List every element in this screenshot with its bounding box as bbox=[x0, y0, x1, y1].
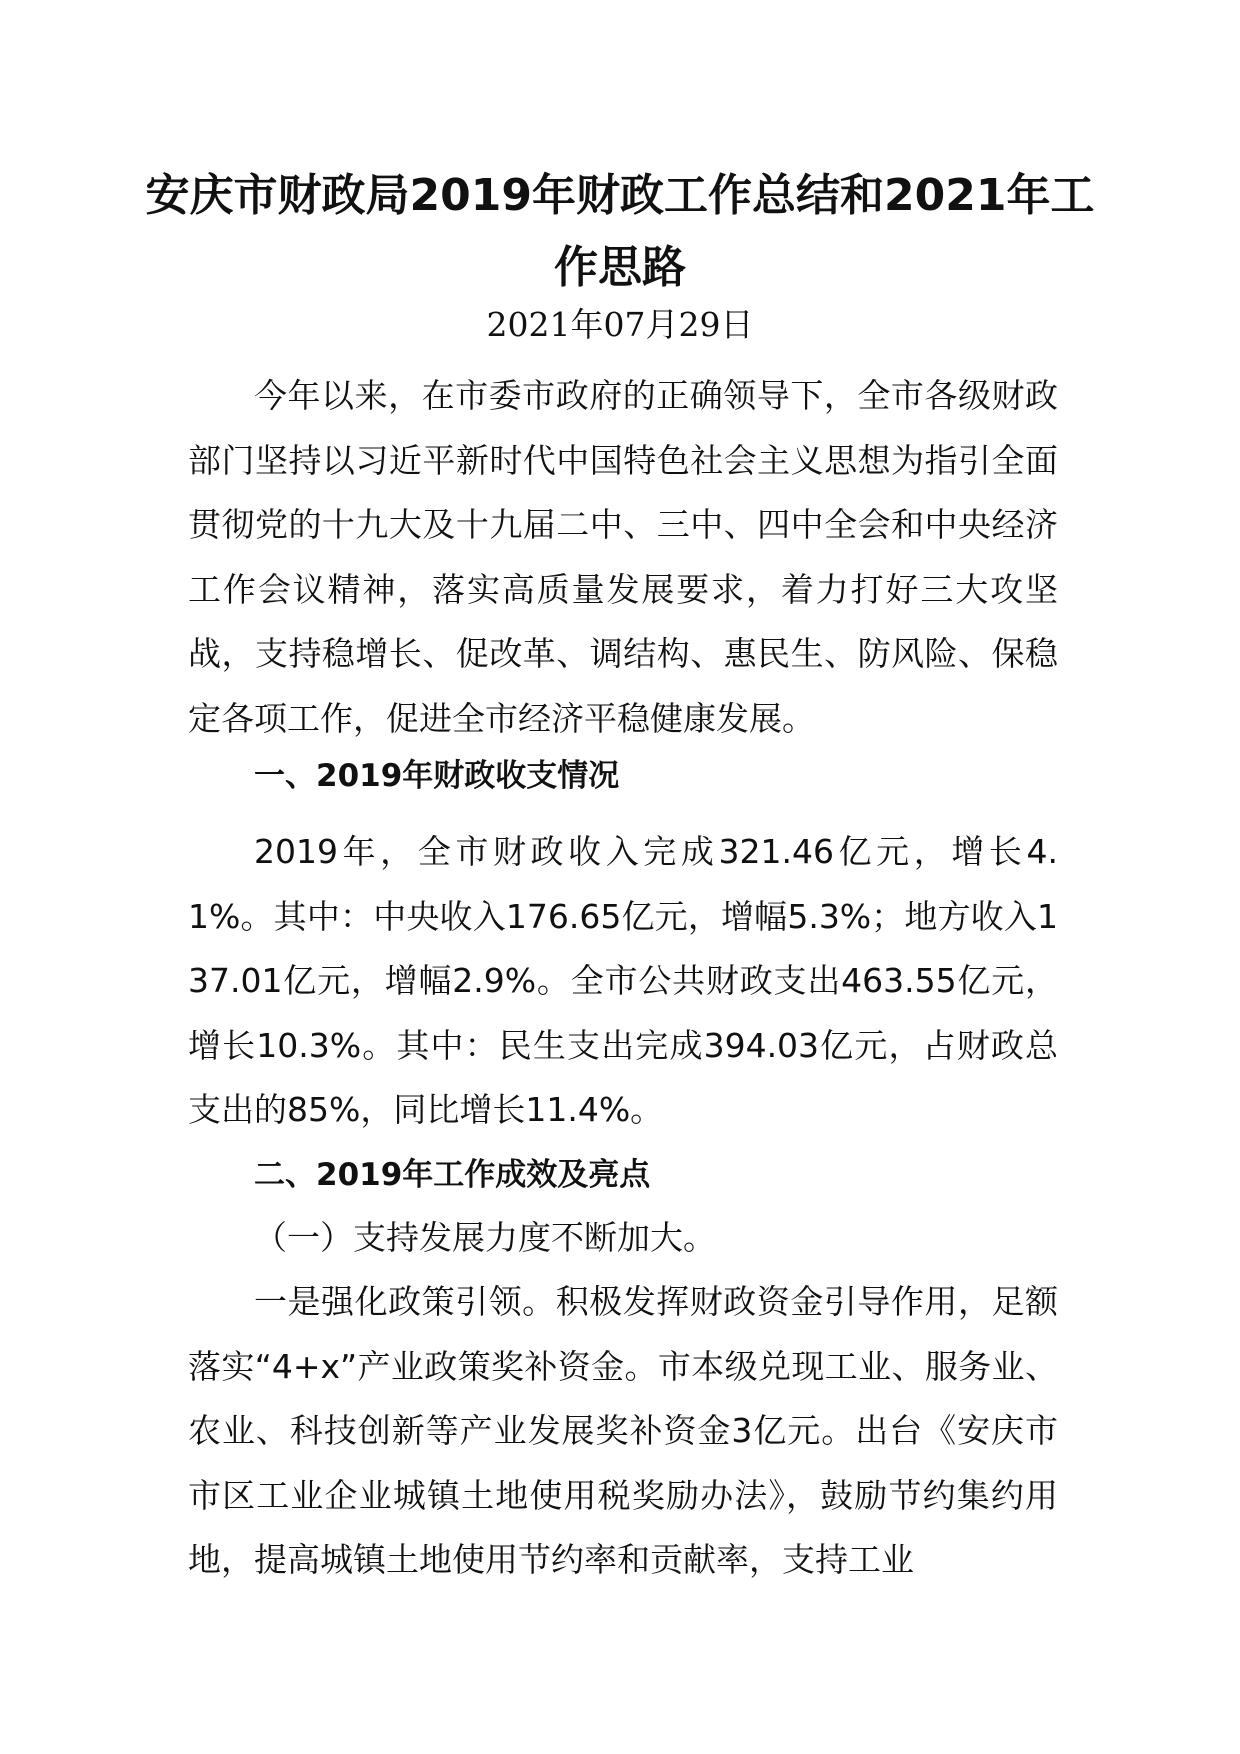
section-heading-1: 一、2019年财政收支情况 bbox=[254, 758, 620, 794]
section2-paragraph: 一是强化政策引领。积极发挥财政资金引导作用，足额落实“4+x”产业政策奖补资金。市本级兑现工业、服务业、农业、科技创新等产业发展奖补资金3亿元。出台《安庆市市区工业企业城镇土地使用税奖励办法》，鼓励节约集约用地，提高城镇土地使用节约率和贡献率，支持工业 bbox=[188, 1282, 1058, 1579]
section-heading-2: 二、2019年工作成效及亮点 bbox=[254, 1157, 651, 1193]
document-date: 2021年07月29日 bbox=[486, 305, 754, 344]
intro-paragraph: 今年以来，在市委市政府的正确领导下，全市各级财政部门坚持以习近平新时代中国特色社会主义思想为指引全面贯彻党的十九大及十九届二中、三中、四中全会和中央经济工作会议精神，落实高质量发展要求，着力打好三大攻坚战，支持稳增长、促改革、调结构、惠民生、防风险、保稳定各项工作，促进全市经济平稳健康发展。 bbox=[188, 376, 1058, 738]
subsection-heading-1: （一）支持发展力度不断加大。 bbox=[254, 1218, 716, 1257]
document-title: 安庆市财政局2019年财政工作总结和2021年工作思路 bbox=[145, 170, 1095, 293]
section1-paragraph: 2019年，全市财政收入完成321.46亿元，增长4.1%。其中：中央收入176.65亿元，增幅5.3%；地方收入137.01亿元，增幅2.9%。全市公共财政支出463.55亿元，增长10.3%。其中：民生支出完成394.03亿元，占财政总支出的85%，同比增长11.4%。 bbox=[188, 832, 1058, 1129]
